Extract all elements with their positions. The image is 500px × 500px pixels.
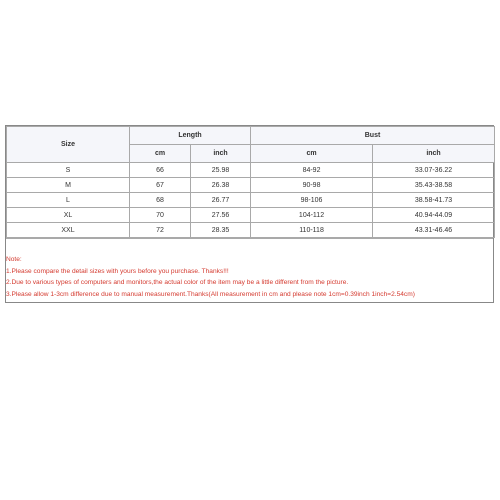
- size-cell: L: [7, 193, 130, 208]
- table-row: [7, 163, 495, 178]
- length-cm-cell: 72: [130, 223, 191, 238]
- size-column-header: Size: [7, 127, 130, 163]
- length-cm-cell: 68: [130, 193, 191, 208]
- length-inch-cell: 28.35: [191, 223, 251, 238]
- length-cm-header: cm: [130, 145, 191, 163]
- notes-title: Note:: [6, 256, 22, 263]
- bust-inch-cell: 43.31-46.46: [373, 223, 495, 238]
- bust-inch-cell: 38.58-41.73: [373, 193, 495, 208]
- bust-cm-cell: 110-118: [251, 223, 373, 238]
- bust-cm-cell: 84-92: [251, 163, 373, 178]
- length-inch-header: inch: [191, 145, 251, 163]
- table-row: [7, 223, 495, 238]
- bust-inch-cell: 33.07-36.22: [373, 163, 495, 178]
- length-inch-cell: 27.56: [191, 208, 251, 223]
- table-header-row: [7, 127, 495, 145]
- length-inch-cell: 26.77: [191, 193, 251, 208]
- notes-block: [6, 254, 493, 302]
- table-row: [7, 208, 495, 223]
- size-cell: XL: [7, 208, 130, 223]
- bust-inch-cell: 35.43-38.58: [373, 178, 495, 193]
- bust-cm-header: cm: [251, 145, 373, 163]
- bust-cm-cell: 104-112: [251, 208, 373, 223]
- table-row: [7, 193, 495, 208]
- note-line: 2.Due to various types of computers and monitors,the actual color of the item may be a little different from the picture.: [6, 279, 349, 286]
- length-inch-cell: 25.98: [191, 163, 251, 178]
- size-cell: M: [7, 178, 130, 193]
- note-line: 1.Please compare the detail sizes with yours before you purchase. Thanks!!!: [6, 267, 229, 275]
- table-spacer: [6, 238, 493, 254]
- bust-inch-header: inch: [373, 145, 495, 163]
- length-cm-cell: 70: [130, 208, 191, 223]
- bust-cm-cell: 98-106: [251, 193, 373, 208]
- size-chart: [5, 125, 494, 303]
- length-inch-cell: 26.38: [191, 178, 251, 193]
- note-line: 3.Please allow 1-3cm difference due to manual measurement.Thanks(All measurement in cm and please note 1cm=0.39inch 1inch=2.54cm): [6, 290, 415, 298]
- length-column-header: Length: [130, 127, 251, 145]
- bust-column-header: Bust: [251, 127, 495, 145]
- bust-inch-cell: 40.94-44.09: [373, 208, 495, 223]
- length-cm-cell: 66: [130, 163, 191, 178]
- length-cm-cell: 67: [130, 178, 191, 193]
- bust-cm-cell: 90-98: [251, 178, 373, 193]
- size-cell: S: [7, 163, 130, 178]
- size-table: [6, 126, 495, 238]
- table-row: [7, 178, 495, 193]
- size-cell: XXL: [7, 223, 130, 238]
